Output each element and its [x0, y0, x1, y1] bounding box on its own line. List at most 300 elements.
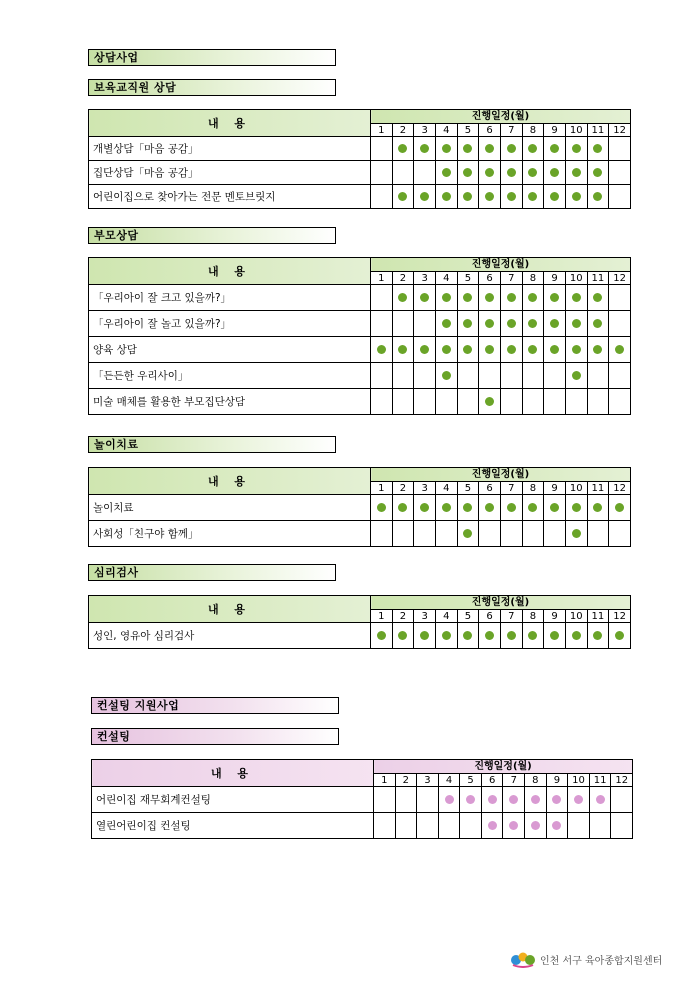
schedule-dot — [507, 345, 516, 354]
month-number: 11 — [587, 610, 609, 623]
month-number: 6 — [479, 124, 501, 137]
month-cell — [395, 787, 417, 813]
month-cell — [500, 137, 522, 161]
month-cell — [522, 623, 544, 649]
month-cell — [587, 185, 609, 209]
month-number: 8 — [522, 610, 544, 623]
schedule-dot — [398, 144, 407, 153]
table-row — [89, 521, 631, 547]
schedule-dot — [550, 144, 559, 153]
month-cell — [479, 161, 501, 185]
schedule-dot — [507, 503, 516, 512]
schedule-dot — [420, 631, 429, 640]
schedule-dot — [420, 503, 429, 512]
schedule-dot — [528, 345, 537, 354]
schedule-dot — [593, 192, 602, 201]
schedule-dot — [572, 293, 581, 302]
schedule-header: 진행일정(월) — [374, 760, 633, 774]
schedule-dot — [463, 192, 472, 201]
schedule-dot — [509, 821, 518, 830]
month-cell — [522, 137, 544, 161]
month-cell — [500, 521, 522, 547]
month-cell — [435, 337, 457, 363]
month-cell — [417, 813, 439, 839]
row-label: 양육 상담 — [89, 337, 371, 363]
schedule-dot — [596, 795, 605, 804]
month-cell — [522, 521, 544, 547]
schedule-dot — [445, 795, 454, 804]
month-cell — [460, 813, 482, 839]
month-cell — [500, 161, 522, 185]
schedule-dot — [485, 503, 494, 512]
schedule-dot — [550, 319, 559, 328]
psych-test-table — [88, 595, 631, 649]
month-number: 10 — [565, 124, 587, 137]
month-cell — [609, 311, 631, 337]
schedule-dot — [442, 503, 451, 512]
schedule-dot — [572, 168, 581, 177]
row-label: 어린이집으로 찾아가는 전문 멘토브릿지 — [89, 185, 371, 209]
month-cell — [589, 787, 611, 813]
schedule-header: 진행일정(월) — [371, 258, 631, 272]
schedule-dot — [572, 319, 581, 328]
schedule-dot — [485, 319, 494, 328]
month-cell — [609, 185, 631, 209]
schedule-dot — [593, 503, 602, 512]
month-number: 1 — [371, 124, 393, 137]
month-cell — [479, 389, 501, 415]
month-cell — [587, 521, 609, 547]
schedule-dot — [509, 795, 518, 804]
schedule-dot — [572, 503, 581, 512]
month-cell — [609, 389, 631, 415]
table-row — [89, 185, 631, 209]
month-cell — [479, 363, 501, 389]
month-number: 3 — [414, 272, 436, 285]
month-cell — [414, 363, 436, 389]
schedule-dot — [552, 821, 561, 830]
month-cell — [525, 787, 547, 813]
month-number: 6 — [479, 482, 501, 495]
month-cell — [565, 285, 587, 311]
schedule-dot — [398, 192, 407, 201]
month-cell — [395, 813, 417, 839]
schedule-dot — [398, 345, 407, 354]
schedule-dot — [485, 144, 494, 153]
schedule-dot — [528, 192, 537, 201]
month-cell — [414, 623, 436, 649]
month-cell — [371, 161, 393, 185]
parent-counseling-table — [88, 257, 631, 415]
schedule-dot — [442, 631, 451, 640]
section-title-consulting-program: 컨설팅 지원사업 — [91, 697, 339, 714]
month-cell — [522, 363, 544, 389]
row-label: 놀이치료 — [89, 495, 371, 521]
month-cell — [414, 389, 436, 415]
content-header: 내 용 — [92, 760, 374, 787]
schedule-header: 진행일정(월) — [371, 596, 631, 610]
schedule-dot — [593, 319, 602, 328]
month-number: 5 — [457, 610, 479, 623]
row-label: 개별상담「마음 공감」 — [89, 137, 371, 161]
month-cell — [587, 137, 609, 161]
month-number: 6 — [481, 774, 503, 787]
month-cell — [611, 787, 633, 813]
schedule-dot — [442, 192, 451, 201]
table-row — [89, 363, 631, 389]
section-title-teacher-counseling: 보육교직원 상담 — [88, 79, 336, 96]
table-row — [89, 495, 631, 521]
month-cell — [435, 161, 457, 185]
schedule-dot — [420, 144, 429, 153]
month-cell — [500, 363, 522, 389]
month-cell — [587, 363, 609, 389]
month-number: 3 — [414, 482, 436, 495]
month-cell — [392, 389, 414, 415]
month-number: 1 — [374, 774, 396, 787]
month-cell — [568, 787, 590, 813]
schedule-header: 진행일정(월) — [371, 110, 631, 124]
month-cell — [479, 521, 501, 547]
month-cell — [417, 787, 439, 813]
month-cell — [565, 137, 587, 161]
footer — [510, 950, 662, 968]
schedule-dot — [593, 168, 602, 177]
table-row — [89, 285, 631, 311]
month-cell — [481, 813, 503, 839]
schedule-dot — [507, 319, 516, 328]
month-number: 2 — [395, 774, 417, 787]
month-cell — [544, 495, 566, 521]
month-cell — [565, 161, 587, 185]
month-cell — [587, 623, 609, 649]
schedule-dot — [485, 293, 494, 302]
month-number: 9 — [544, 610, 566, 623]
section-title-counseling: 상담사업 — [88, 49, 336, 66]
schedule-dot — [420, 345, 429, 354]
month-cell — [522, 185, 544, 209]
month-cell — [611, 813, 633, 839]
month-cell — [609, 623, 631, 649]
schedule-dot — [615, 631, 624, 640]
month-number: 7 — [500, 124, 522, 137]
schedule-dot — [572, 144, 581, 153]
month-number: 8 — [522, 482, 544, 495]
month-number: 3 — [417, 774, 439, 787]
schedule-dot — [507, 168, 516, 177]
schedule-dot — [485, 631, 494, 640]
month-number: 12 — [609, 272, 631, 285]
month-cell — [500, 623, 522, 649]
month-cell — [544, 185, 566, 209]
month-cell — [544, 311, 566, 337]
schedule-header: 진행일정(월) — [371, 468, 631, 482]
footer-org-name: 인천 서구 육아종합지원센터 — [540, 955, 663, 967]
month-cell — [457, 285, 479, 311]
schedule-dot — [550, 192, 559, 201]
month-cell — [565, 311, 587, 337]
month-cell — [479, 495, 501, 521]
month-cell — [371, 311, 393, 337]
month-number: 8 — [522, 272, 544, 285]
schedule-dot — [442, 293, 451, 302]
content-header: 내 용 — [89, 596, 371, 623]
month-cell — [435, 495, 457, 521]
month-cell — [522, 285, 544, 311]
month-cell — [522, 311, 544, 337]
month-number: 7 — [500, 610, 522, 623]
month-cell — [525, 813, 547, 839]
month-cell — [435, 185, 457, 209]
month-cell — [392, 623, 414, 649]
month-cell — [587, 161, 609, 185]
month-number: 4 — [438, 774, 460, 787]
month-number: 4 — [435, 124, 457, 137]
schedule-dot — [485, 192, 494, 201]
month-cell — [565, 521, 587, 547]
schedule-dot — [420, 293, 429, 302]
row-label: 성인, 영유아 심리검사 — [89, 623, 371, 649]
schedule-dot — [507, 144, 516, 153]
month-cell — [609, 495, 631, 521]
schedule-dot — [550, 293, 559, 302]
month-number: 3 — [414, 124, 436, 137]
month-cell — [392, 161, 414, 185]
schedule-dot — [398, 503, 407, 512]
schedule-dot — [593, 144, 602, 153]
month-cell — [522, 495, 544, 521]
month-cell — [587, 337, 609, 363]
month-number: 11 — [587, 482, 609, 495]
schedule-dot — [398, 631, 407, 640]
consulting-table — [91, 759, 633, 839]
schedule-dot — [528, 168, 537, 177]
month-cell — [589, 813, 611, 839]
month-cell — [457, 337, 479, 363]
month-cell — [392, 137, 414, 161]
schedule-dot — [531, 821, 540, 830]
month-cell — [479, 337, 501, 363]
month-cell — [438, 813, 460, 839]
content-header: 내 용 — [89, 468, 371, 495]
schedule-dot — [442, 168, 451, 177]
schedule-dot — [377, 345, 386, 354]
row-label: 미술 매체를 활용한 부모집단상담 — [89, 389, 371, 415]
month-number: 11 — [587, 124, 609, 137]
month-number: 10 — [565, 610, 587, 623]
month-number: 12 — [609, 610, 631, 623]
month-cell — [435, 623, 457, 649]
month-cell — [500, 285, 522, 311]
month-number: 10 — [565, 482, 587, 495]
content-header: 내 용 — [89, 258, 371, 285]
month-number: 6 — [479, 610, 501, 623]
schedule-dot — [463, 319, 472, 328]
month-cell — [392, 311, 414, 337]
month-cell — [522, 161, 544, 185]
month-cell — [479, 311, 501, 337]
month-number: 1 — [371, 610, 393, 623]
month-cell — [374, 813, 396, 839]
month-cell — [457, 363, 479, 389]
month-cell — [374, 787, 396, 813]
month-cell — [392, 185, 414, 209]
month-cell — [544, 389, 566, 415]
month-cell — [457, 495, 479, 521]
month-number: 2 — [392, 482, 414, 495]
month-cell — [457, 161, 479, 185]
schedule-dot — [550, 503, 559, 512]
month-cell — [544, 623, 566, 649]
row-label: 사회성「친구야 함께」 — [89, 521, 371, 547]
month-cell — [371, 337, 393, 363]
month-cell — [414, 137, 436, 161]
schedule-dot — [442, 371, 451, 380]
month-cell — [371, 285, 393, 311]
month-cell — [371, 521, 393, 547]
table-row — [89, 311, 631, 337]
month-number: 2 — [392, 272, 414, 285]
month-cell — [544, 137, 566, 161]
month-cell — [522, 337, 544, 363]
month-cell — [565, 389, 587, 415]
schedule-dot — [442, 319, 451, 328]
month-cell — [392, 363, 414, 389]
schedule-dot — [572, 192, 581, 201]
month-cell — [500, 337, 522, 363]
month-number: 10 — [565, 272, 587, 285]
month-number: 11 — [589, 774, 611, 787]
row-label: 어린이집 재무회계컨설팅 — [92, 787, 374, 813]
schedule-dot — [572, 631, 581, 640]
month-cell — [435, 363, 457, 389]
schedule-dot — [463, 631, 472, 640]
month-cell — [392, 337, 414, 363]
schedule-dot — [485, 168, 494, 177]
month-number: 7 — [500, 272, 522, 285]
month-cell — [435, 311, 457, 337]
month-number: 12 — [609, 482, 631, 495]
schedule-dot — [463, 503, 472, 512]
month-cell — [609, 161, 631, 185]
month-cell — [414, 337, 436, 363]
month-cell — [414, 495, 436, 521]
schedule-dot — [507, 192, 516, 201]
month-cell — [587, 311, 609, 337]
month-cell — [457, 137, 479, 161]
schedule-dot — [420, 192, 429, 201]
month-cell — [460, 787, 482, 813]
month-cell — [414, 521, 436, 547]
month-number: 8 — [522, 124, 544, 137]
month-cell — [414, 285, 436, 311]
month-number: 5 — [457, 272, 479, 285]
schedule-dot — [463, 345, 472, 354]
schedule-dot — [593, 631, 602, 640]
month-number: 4 — [435, 482, 457, 495]
schedule-dot — [463, 293, 472, 302]
schedule-dot — [485, 397, 494, 406]
month-cell — [479, 623, 501, 649]
month-number: 12 — [611, 774, 633, 787]
table-row — [89, 337, 631, 363]
schedule-dot — [507, 293, 516, 302]
schedule-dot — [528, 631, 537, 640]
month-cell — [414, 185, 436, 209]
section-title-parent-counseling: 부모상담 — [88, 227, 336, 244]
month-cell — [587, 285, 609, 311]
month-cell — [371, 495, 393, 521]
month-cell — [371, 363, 393, 389]
month-cell — [438, 787, 460, 813]
month-cell — [546, 813, 568, 839]
month-cell — [481, 787, 503, 813]
month-number: 2 — [392, 124, 414, 137]
month-number: 3 — [414, 610, 436, 623]
schedule-dot — [552, 795, 561, 804]
month-cell — [435, 389, 457, 415]
month-number: 5 — [457, 124, 479, 137]
table-row — [92, 787, 633, 813]
table-row — [89, 389, 631, 415]
section-title-psych-test: 심리검사 — [88, 564, 336, 581]
month-cell — [565, 337, 587, 363]
section-title-play-therapy: 놀이치료 — [88, 436, 336, 453]
month-cell — [500, 185, 522, 209]
month-cell — [435, 137, 457, 161]
month-cell — [587, 495, 609, 521]
month-cell — [609, 337, 631, 363]
month-cell — [414, 161, 436, 185]
month-number: 9 — [544, 272, 566, 285]
month-cell — [371, 623, 393, 649]
month-cell — [500, 389, 522, 415]
row-label: 「우리아이 잘 놀고 있을까?」 — [89, 311, 371, 337]
month-number: 8 — [525, 774, 547, 787]
schedule-dot — [572, 345, 581, 354]
schedule-dot — [485, 345, 494, 354]
month-cell — [392, 285, 414, 311]
schedule-dot — [466, 795, 475, 804]
row-label: 집단상담「마음 공감」 — [89, 161, 371, 185]
table-row — [92, 813, 633, 839]
month-number: 11 — [587, 272, 609, 285]
month-cell — [479, 285, 501, 311]
month-number: 9 — [544, 124, 566, 137]
month-cell — [435, 521, 457, 547]
month-number: 10 — [568, 774, 590, 787]
month-cell — [371, 185, 393, 209]
month-number: 6 — [479, 272, 501, 285]
schedule-dot — [615, 345, 624, 354]
month-cell — [609, 285, 631, 311]
schedule-dot — [528, 503, 537, 512]
section-title-consulting: 컨설팅 — [91, 728, 339, 745]
month-cell — [457, 521, 479, 547]
month-cell — [544, 363, 566, 389]
month-cell — [503, 787, 525, 813]
schedule-dot — [528, 319, 537, 328]
schedule-dot — [463, 144, 472, 153]
schedule-dot — [377, 503, 386, 512]
schedule-dot — [398, 293, 407, 302]
schedule-dot — [593, 293, 602, 302]
month-cell — [371, 137, 393, 161]
schedule-dot — [377, 631, 386, 640]
schedule-dot — [528, 144, 537, 153]
month-cell — [457, 311, 479, 337]
schedule-dot — [442, 144, 451, 153]
